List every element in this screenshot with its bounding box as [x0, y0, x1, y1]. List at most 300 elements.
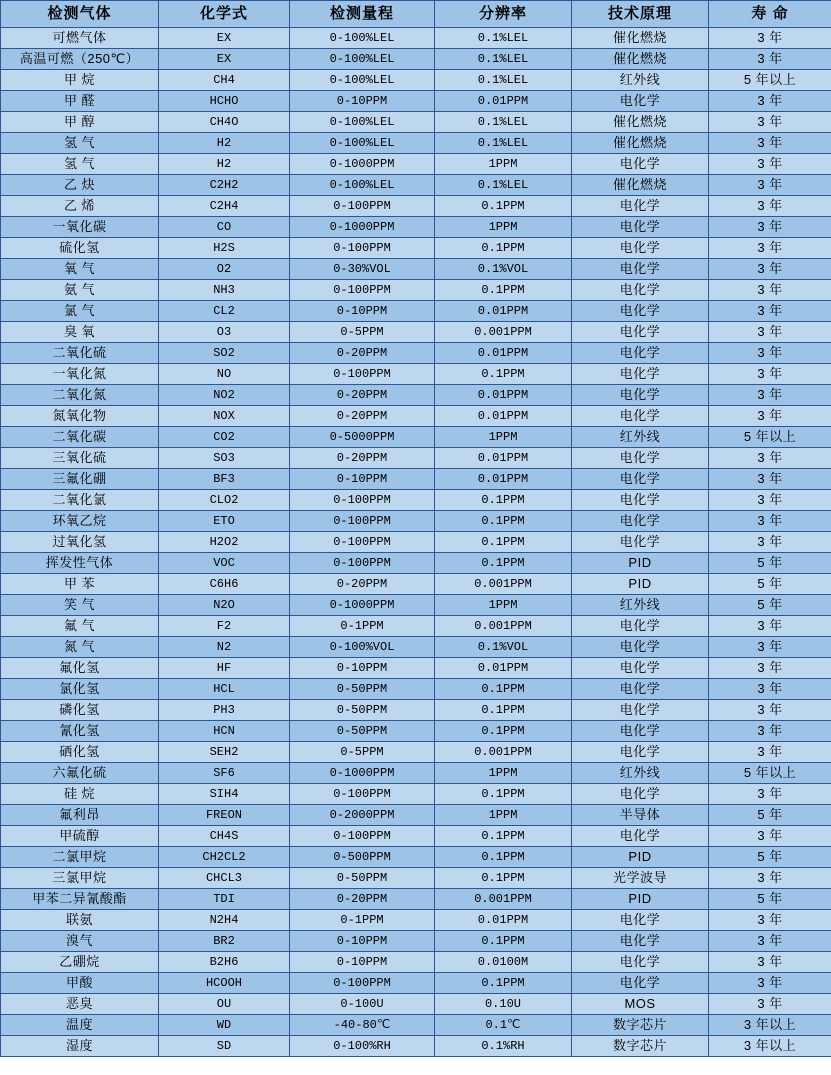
cell-resolution: 0.1%VOL [435, 259, 572, 280]
cell-lifespan: 5 年以上 [709, 70, 831, 91]
cell-formula: N2O [159, 595, 290, 616]
cell-principle: 电化学 [572, 364, 709, 385]
cell-principle: 电化学 [572, 469, 709, 490]
cell-lifespan: 3 年 [709, 868, 831, 889]
cell-range: 0-20PPM [290, 406, 435, 427]
cell-resolution: 0.1PPM [435, 973, 572, 994]
cell-range: 0-1000PPM [290, 763, 435, 784]
cell-gas: 硫化氢 [1, 238, 159, 259]
cell-lifespan: 3 年 [709, 385, 831, 406]
cell-formula: CH4 [159, 70, 290, 91]
cell-gas: 溴气 [1, 931, 159, 952]
cell-resolution: 0.1%LEL [435, 70, 572, 91]
cell-principle: 电化学 [572, 91, 709, 112]
cell-resolution: 0.1PPM [435, 196, 572, 217]
cell-range: 0-100%LEL [290, 175, 435, 196]
cell-gas: 温度 [1, 1015, 159, 1036]
cell-gas: 笑 气 [1, 595, 159, 616]
column-header-resolution: 分辨率 [435, 1, 572, 28]
cell-lifespan: 3 年 [709, 616, 831, 637]
table-row [1, 784, 831, 805]
cell-formula: SEH2 [159, 742, 290, 763]
cell-resolution: 0.1PPM [435, 364, 572, 385]
cell-gas: 甲硫醇 [1, 826, 159, 847]
cell-lifespan: 5 年 [709, 574, 831, 595]
cell-range: 0-1PPM [290, 616, 435, 637]
cell-gas: 乙 烯 [1, 196, 159, 217]
cell-lifespan: 3 年 [709, 406, 831, 427]
table-row [1, 28, 831, 49]
cell-formula: ETO [159, 511, 290, 532]
cell-principle: 红外线 [572, 427, 709, 448]
cell-formula: CO [159, 217, 290, 238]
cell-principle: 电化学 [572, 511, 709, 532]
cell-gas: 二氧化碳 [1, 427, 159, 448]
cell-gas: 甲 苯 [1, 574, 159, 595]
cell-resolution: 1PPM [435, 763, 572, 784]
cell-range: 0-100U [290, 994, 435, 1015]
cell-resolution: 0.1%LEL [435, 49, 572, 70]
cell-principle: 电化学 [572, 931, 709, 952]
cell-gas: 一氧化氮 [1, 364, 159, 385]
cell-resolution: 0.1%VOL [435, 637, 572, 658]
cell-formula: SO3 [159, 448, 290, 469]
cell-resolution: 0.1%LEL [435, 112, 572, 133]
cell-principle: 催化燃烧 [572, 175, 709, 196]
table-row [1, 994, 831, 1015]
table-row [1, 700, 831, 721]
cell-formula: VOC [159, 553, 290, 574]
cell-formula: NO [159, 364, 290, 385]
column-header-gas: 检测气体 [1, 1, 159, 28]
cell-formula: BF3 [159, 469, 290, 490]
cell-formula: WD [159, 1015, 290, 1036]
cell-formula: SD [159, 1036, 290, 1057]
table-row [1, 112, 831, 133]
cell-gas: 过氧化氢 [1, 532, 159, 553]
cell-range: 0-100PPM [290, 364, 435, 385]
cell-principle: PID [572, 553, 709, 574]
table-row [1, 280, 831, 301]
cell-range: 0-20PPM [290, 889, 435, 910]
cell-principle: 电化学 [572, 490, 709, 511]
cell-principle: 电化学 [572, 658, 709, 679]
cell-range: 0-20PPM [290, 448, 435, 469]
cell-formula: O3 [159, 322, 290, 343]
cell-resolution: 0.1PPM [435, 490, 572, 511]
cell-gas: 氧 气 [1, 259, 159, 280]
table-row [1, 1015, 831, 1036]
cell-principle: 红外线 [572, 763, 709, 784]
cell-formula: N2H4 [159, 910, 290, 931]
cell-range: 0-10PPM [290, 658, 435, 679]
table-row [1, 385, 831, 406]
table-row [1, 70, 831, 91]
table-row [1, 952, 831, 973]
cell-lifespan: 3 年 [709, 679, 831, 700]
cell-resolution: 1PPM [435, 217, 572, 238]
table-row [1, 595, 831, 616]
cell-principle: 电化学 [572, 952, 709, 973]
cell-range: 0-50PPM [290, 700, 435, 721]
cell-lifespan: 3 年 [709, 91, 831, 112]
table-row [1, 1036, 831, 1057]
cell-resolution: 0.10U [435, 994, 572, 1015]
cell-range: 0-100%RH [290, 1036, 435, 1057]
cell-range: 0-20PPM [290, 385, 435, 406]
cell-range: 0-100PPM [290, 532, 435, 553]
cell-range: 0-50PPM [290, 721, 435, 742]
cell-resolution: 0.1PPM [435, 847, 572, 868]
cell-resolution: 0.1PPM [435, 868, 572, 889]
cell-gas: 臭 氧 [1, 322, 159, 343]
cell-principle: 电化学 [572, 826, 709, 847]
cell-principle: PID [572, 847, 709, 868]
cell-principle: PID [572, 574, 709, 595]
cell-gas: 乙 炔 [1, 175, 159, 196]
cell-resolution: 0.01PPM [435, 301, 572, 322]
cell-formula: C6H6 [159, 574, 290, 595]
cell-lifespan: 3 年 [709, 133, 831, 154]
cell-gas: 三氟化硼 [1, 469, 159, 490]
cell-formula: FREON [159, 805, 290, 826]
cell-lifespan: 5 年以上 [709, 763, 831, 784]
table-row [1, 889, 831, 910]
table-row [1, 637, 831, 658]
cell-lifespan: 3 年 [709, 532, 831, 553]
column-header-principle: 技术原理 [572, 1, 709, 28]
cell-range: 0-1000PPM [290, 217, 435, 238]
cell-gas: 氟利昂 [1, 805, 159, 826]
table-row [1, 931, 831, 952]
cell-principle: 催化燃烧 [572, 28, 709, 49]
cell-lifespan: 3 年 [709, 196, 831, 217]
cell-range: 0-100PPM [290, 238, 435, 259]
cell-range: 0-30%VOL [290, 259, 435, 280]
table-row [1, 679, 831, 700]
cell-gas: 氨 气 [1, 280, 159, 301]
cell-lifespan: 3 年 [709, 931, 831, 952]
table-row [1, 742, 831, 763]
cell-range: 0-100PPM [290, 784, 435, 805]
cell-formula: PH3 [159, 700, 290, 721]
cell-lifespan: 3 年 [709, 994, 831, 1015]
cell-principle: 电化学 [572, 721, 709, 742]
cell-range: 0-20PPM [290, 574, 435, 595]
cell-gas: 环氧乙烷 [1, 511, 159, 532]
cell-principle: 催化燃烧 [572, 49, 709, 70]
cell-range: 0-500PPM [290, 847, 435, 868]
cell-lifespan: 5 年 [709, 553, 831, 574]
cell-formula: HCOOH [159, 973, 290, 994]
cell-formula: NO2 [159, 385, 290, 406]
cell-gas: 甲酸 [1, 973, 159, 994]
cell-range: 0-100PPM [290, 196, 435, 217]
cell-formula: H2 [159, 133, 290, 154]
cell-lifespan: 3 年 [709, 112, 831, 133]
cell-gas: 挥发性气体 [1, 553, 159, 574]
cell-gas: 氟 气 [1, 616, 159, 637]
table-row [1, 49, 831, 70]
cell-principle: 电化学 [572, 679, 709, 700]
table-row [1, 343, 831, 364]
cell-gas: 可燃气体 [1, 28, 159, 49]
cell-lifespan: 3 年 [709, 658, 831, 679]
cell-resolution: 0.1PPM [435, 553, 572, 574]
table-row [1, 196, 831, 217]
table-row [1, 364, 831, 385]
cell-principle: 电化学 [572, 448, 709, 469]
cell-formula: H2 [159, 154, 290, 175]
column-header-range: 检测量程 [290, 1, 435, 28]
cell-resolution: 0.01PPM [435, 343, 572, 364]
cell-resolution: 0.01PPM [435, 658, 572, 679]
cell-lifespan: 3 年 [709, 721, 831, 742]
cell-principle: 电化学 [572, 406, 709, 427]
table-row [1, 868, 831, 889]
table-row [1, 721, 831, 742]
cell-principle: 电化学 [572, 217, 709, 238]
table-row [1, 238, 831, 259]
table-row [1, 847, 831, 868]
table-row [1, 91, 831, 112]
cell-principle: 电化学 [572, 343, 709, 364]
cell-lifespan: 5 年 [709, 595, 831, 616]
cell-range: 0-10PPM [290, 91, 435, 112]
cell-resolution: 0.1%RH [435, 1036, 572, 1057]
cell-lifespan: 3 年 [709, 343, 831, 364]
cell-resolution: 0.1PPM [435, 511, 572, 532]
cell-resolution: 0.1%LEL [435, 133, 572, 154]
cell-gas: 氰化氢 [1, 721, 159, 742]
cell-principle: 电化学 [572, 616, 709, 637]
cell-resolution: 1PPM [435, 595, 572, 616]
cell-formula: N2 [159, 637, 290, 658]
cell-formula: CO2 [159, 427, 290, 448]
cell-resolution: 0.01PPM [435, 385, 572, 406]
cell-formula: CL2 [159, 301, 290, 322]
cell-gas: 氟化氢 [1, 658, 159, 679]
cell-gas: 二氧化氯 [1, 490, 159, 511]
cell-principle: 电化学 [572, 259, 709, 280]
cell-lifespan: 3 年 [709, 910, 831, 931]
cell-principle: 电化学 [572, 742, 709, 763]
cell-gas: 氮 气 [1, 637, 159, 658]
table-row [1, 469, 831, 490]
cell-formula: SIH4 [159, 784, 290, 805]
cell-resolution: 0.001PPM [435, 889, 572, 910]
cell-range: 0-100%LEL [290, 133, 435, 154]
cell-gas: 高温可燃（250℃） [1, 49, 159, 70]
table-row [1, 973, 831, 994]
cell-gas: 氢 气 [1, 133, 159, 154]
cell-range: 0-100PPM [290, 511, 435, 532]
cell-resolution: 0.1%LEL [435, 175, 572, 196]
cell-formula: C2H4 [159, 196, 290, 217]
cell-formula: CH4S [159, 826, 290, 847]
cell-formula: F2 [159, 616, 290, 637]
table-row [1, 301, 831, 322]
cell-formula: SF6 [159, 763, 290, 784]
cell-range: 0-20PPM [290, 343, 435, 364]
cell-lifespan: 3 年 [709, 742, 831, 763]
cell-resolution: 0.001PPM [435, 574, 572, 595]
cell-lifespan: 3 年 [709, 469, 831, 490]
cell-lifespan: 3 年 [709, 238, 831, 259]
cell-formula: BR2 [159, 931, 290, 952]
cell-lifespan: 3 年 [709, 784, 831, 805]
cell-gas: 氮氧化物 [1, 406, 159, 427]
cell-formula: CH2CL2 [159, 847, 290, 868]
table-row [1, 154, 831, 175]
table-row [1, 427, 831, 448]
cell-resolution: 1PPM [435, 805, 572, 826]
cell-range: 0-5PPM [290, 742, 435, 763]
cell-gas: 甲 烷 [1, 70, 159, 91]
table-body [1, 28, 831, 1057]
cell-principle: 催化燃烧 [572, 133, 709, 154]
cell-formula: SO2 [159, 343, 290, 364]
cell-gas: 一氧化碳 [1, 217, 159, 238]
cell-formula: EX [159, 49, 290, 70]
cell-gas: 硅 烷 [1, 784, 159, 805]
cell-range: 0-1000PPM [290, 595, 435, 616]
cell-gas: 二氧化硫 [1, 343, 159, 364]
cell-principle: 电化学 [572, 322, 709, 343]
cell-gas: 氢 气 [1, 154, 159, 175]
cell-resolution: 0.1%LEL [435, 28, 572, 49]
cell-gas: 二氧化氮 [1, 385, 159, 406]
cell-principle: 半导体 [572, 805, 709, 826]
cell-principle: 电化学 [572, 532, 709, 553]
cell-gas: 甲 醛 [1, 91, 159, 112]
cell-range: 0-10PPM [290, 952, 435, 973]
table-row [1, 448, 831, 469]
table-row [1, 658, 831, 679]
cell-lifespan: 3 年 [709, 301, 831, 322]
cell-resolution: 0.1PPM [435, 532, 572, 553]
cell-lifespan: 5 年以上 [709, 427, 831, 448]
table-row [1, 217, 831, 238]
cell-resolution: 0.01PPM [435, 910, 572, 931]
cell-principle: 红外线 [572, 595, 709, 616]
cell-formula: HF [159, 658, 290, 679]
cell-lifespan: 5 年 [709, 889, 831, 910]
cell-range: -40-80℃ [290, 1015, 435, 1036]
cell-gas: 甲苯二异氰酸酯 [1, 889, 159, 910]
cell-lifespan: 3 年 [709, 637, 831, 658]
cell-formula: CHCL3 [159, 868, 290, 889]
table-row [1, 553, 831, 574]
cell-lifespan: 3 年 [709, 154, 831, 175]
cell-lifespan: 3 年 [709, 175, 831, 196]
cell-resolution: 0.1PPM [435, 679, 572, 700]
cell-range: 0-10PPM [290, 469, 435, 490]
cell-resolution: 1PPM [435, 154, 572, 175]
cell-resolution: 0.1PPM [435, 700, 572, 721]
table-row [1, 322, 831, 343]
cell-range: 0-2000PPM [290, 805, 435, 826]
cell-resolution: 0.1PPM [435, 826, 572, 847]
table-header [1, 1, 831, 28]
cell-lifespan: 3 年 [709, 28, 831, 49]
cell-formula: B2H6 [159, 952, 290, 973]
cell-formula: HCHO [159, 91, 290, 112]
cell-range: 0-100%VOL [290, 637, 435, 658]
table-row [1, 805, 831, 826]
cell-formula: OU [159, 994, 290, 1015]
cell-range: 0-100%LEL [290, 49, 435, 70]
cell-range: 0-100PPM [290, 973, 435, 994]
table-row [1, 511, 831, 532]
cell-lifespan: 3 年 [709, 826, 831, 847]
cell-lifespan: 3 年以上 [709, 1015, 831, 1036]
cell-range: 0-5000PPM [290, 427, 435, 448]
cell-resolution: 0.1PPM [435, 238, 572, 259]
cell-principle: 电化学 [572, 280, 709, 301]
cell-range: 0-10PPM [290, 931, 435, 952]
table-row [1, 826, 831, 847]
cell-lifespan: 3 年 [709, 259, 831, 280]
cell-resolution: 0.01PPM [435, 91, 572, 112]
cell-resolution: 0.1PPM [435, 721, 572, 742]
cell-resolution: 0.1PPM [435, 280, 572, 301]
cell-principle: 电化学 [572, 973, 709, 994]
cell-lifespan: 3 年 [709, 448, 831, 469]
table-row [1, 259, 831, 280]
cell-gas: 硒化氢 [1, 742, 159, 763]
cell-principle: MOS [572, 994, 709, 1015]
cell-gas: 乙硼烷 [1, 952, 159, 973]
cell-range: 0-5PPM [290, 322, 435, 343]
cell-principle: 电化学 [572, 238, 709, 259]
cell-range: 0-1PPM [290, 910, 435, 931]
cell-range: 0-100%LEL [290, 28, 435, 49]
cell-principle: 电化学 [572, 784, 709, 805]
cell-formula: CLO2 [159, 490, 290, 511]
cell-gas: 二氯甲烷 [1, 847, 159, 868]
table-row [1, 490, 831, 511]
cell-range: 0-100%LEL [290, 112, 435, 133]
cell-gas: 三氯甲烷 [1, 868, 159, 889]
cell-lifespan: 3 年 [709, 364, 831, 385]
cell-lifespan: 3 年 [709, 490, 831, 511]
cell-gas: 磷化氢 [1, 700, 159, 721]
cell-formula: EX [159, 28, 290, 49]
cell-formula: H2S [159, 238, 290, 259]
table-row [1, 574, 831, 595]
table-row [1, 616, 831, 637]
cell-gas: 湿度 [1, 1036, 159, 1057]
table-row [1, 133, 831, 154]
cell-principle: 红外线 [572, 70, 709, 91]
cell-formula: NOX [159, 406, 290, 427]
cell-principle: 电化学 [572, 196, 709, 217]
cell-formula: CH4O [159, 112, 290, 133]
cell-range: 0-50PPM [290, 679, 435, 700]
cell-range: 0-100PPM [290, 490, 435, 511]
cell-lifespan: 5 年 [709, 805, 831, 826]
cell-resolution: 0.0100M [435, 952, 572, 973]
cell-lifespan: 5 年 [709, 847, 831, 868]
cell-principle: 电化学 [572, 301, 709, 322]
table-row [1, 763, 831, 784]
cell-lifespan: 3 年 [709, 49, 831, 70]
cell-principle: 数字芯片 [572, 1036, 709, 1057]
cell-gas: 甲 醇 [1, 112, 159, 133]
cell-principle: 光学波导 [572, 868, 709, 889]
column-header-lifespan: 寿 命 [709, 1, 831, 28]
